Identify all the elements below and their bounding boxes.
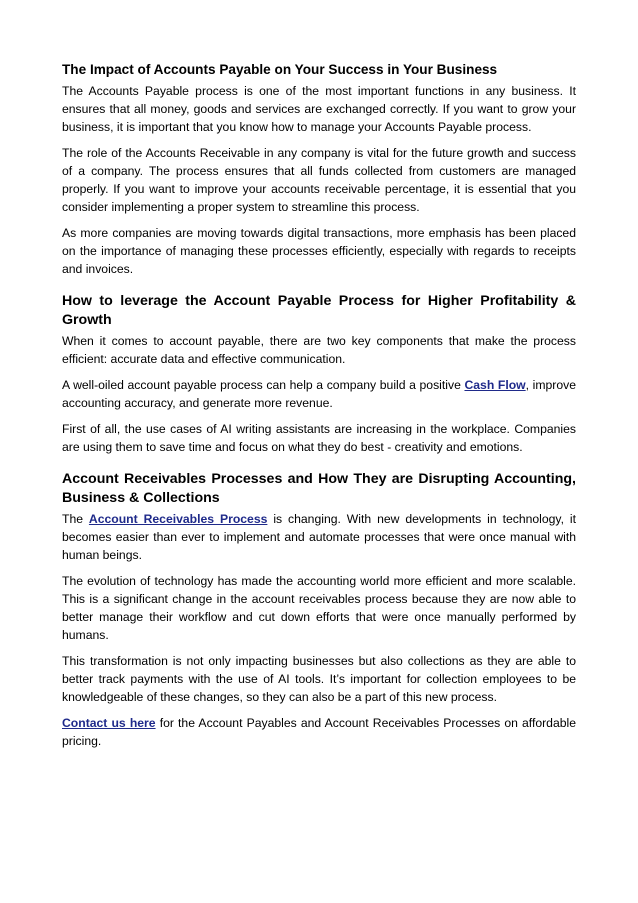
paragraph: This transformation is not only impacting businesses but also collections as they are able to better track payments with the use of AI tools. It’s important for collection employees to be knowledgeable of these changes, so they can also be a part of this new process. <box>62 654 576 704</box>
paragraph: As more companies are moving towards digital transactions, more emphasis has been placed on the importance of managing these processes efficiently, especially with regards to receipts and invoices. <box>62 226 576 276</box>
document-page <box>62 60 576 758</box>
account-receivables-process-link[interactable]: Account Receivables Process <box>88 512 268 526</box>
paragraph-text: The <box>62 512 89 526</box>
paragraph-text: for the Account Payables and Account Receivables Processes on affordable pricing. <box>62 716 576 748</box>
paragraph-cash-flow <box>62 376 576 412</box>
paragraph: The evolution of technology has made the accounting world more efficient and more scalable. This is a significant change in the account receivables process because they are now able to better manage their workflow and cut down efforts that were once manually performed by humans. <box>62 574 576 642</box>
cash-flow-link[interactable]: Cash Flow <box>464 378 526 392</box>
paragraph: When it comes to account payable, there are two key components that make the process efficient: accurate data and effective communication. <box>62 334 576 366</box>
section-heading-account-receivables-disrupting: Account Receivables Processes and How They are Disrupting Accounting, Business & Collections <box>62 471 576 506</box>
paragraph-text: , improve accounting accuracy, and generate more revenue. <box>62 378 577 410</box>
paragraph: The role of the Accounts Receivable in any company is vital for the future growth and success of a company. The process ensures that all funds collected from customers are managed properly. If you want to improve your accounts receivable percentage, it is essential that you consider implementing a proper system to streamline this process. <box>62 146 576 214</box>
paragraph-account-receivables <box>62 510 576 564</box>
paragraph-contact <box>62 714 576 750</box>
paragraph: First of all, the use cases of AI writing assistants are increasing in the workplace. Companies are using them to save time and focus on what they do best - creativity and emotions. <box>62 422 576 454</box>
section-heading-accounts-payable-impact: The Impact of Accounts Payable on Your Success in Your Business <box>62 62 498 77</box>
paragraph-text: is changing. With new developments in technology, it becomes easier than ever to implement and automate processes that were once manual with human beings. <box>62 512 577 562</box>
section-heading-leverage-account-payable: How to leverage the Account Payable Process for Higher Profitability & Growth <box>62 293 576 328</box>
contact-us-link[interactable]: Contact us here <box>62 716 156 730</box>
paragraph-text: A well-oiled account payable process can help a company build a positive <box>62 378 465 392</box>
paragraph: The Accounts Payable process is one of the most important functions in any business. It ensures that all money, goods and services are exchanged correctly. If you want to grow your business, it is important that you know how to manage your Accounts Payable process. <box>62 84 576 134</box>
